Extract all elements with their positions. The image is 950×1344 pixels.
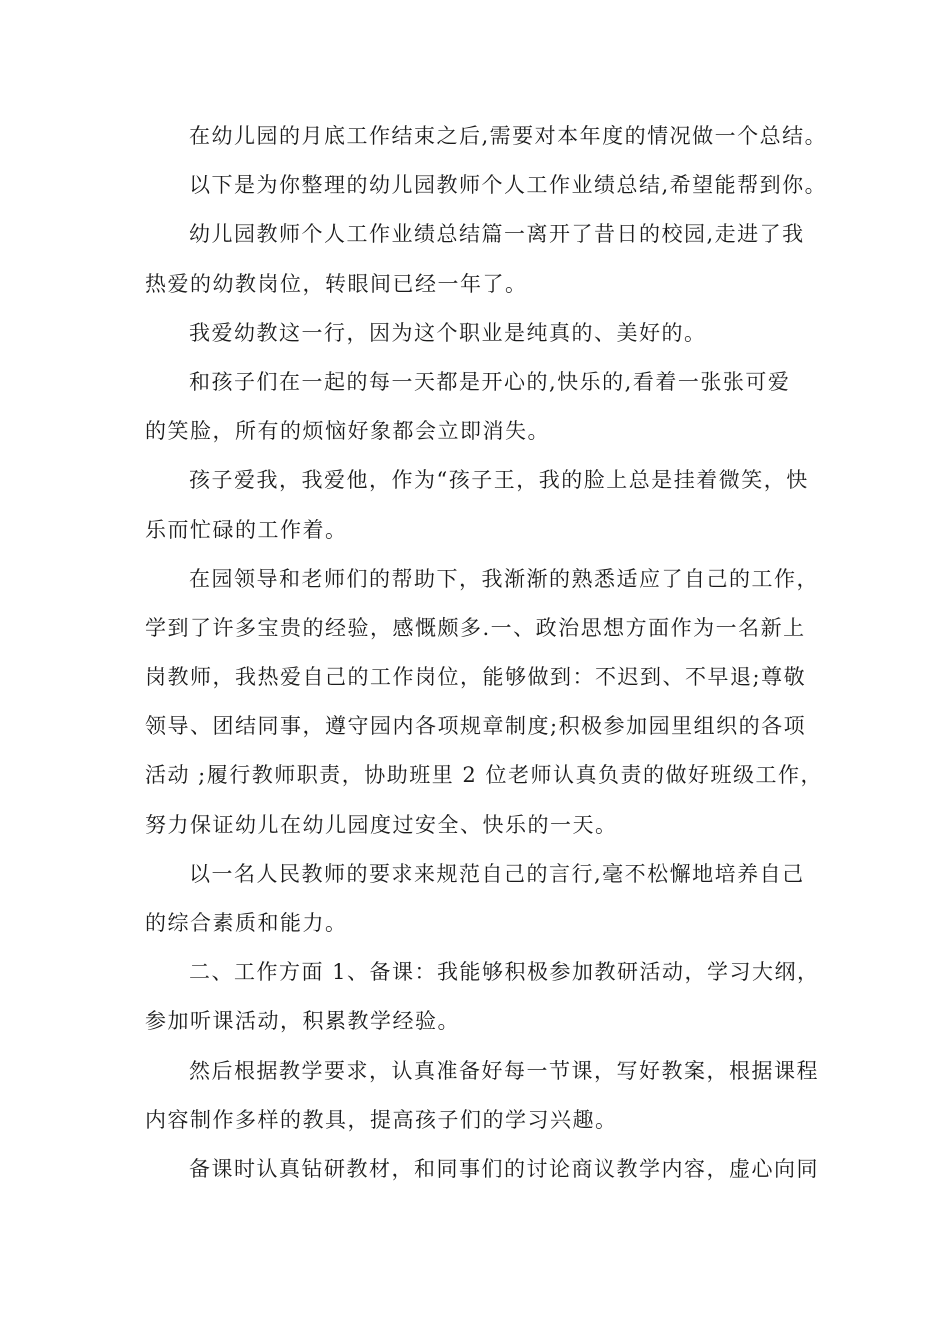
text-line: 幼儿园教师个人工作业绩总结篇一离开了昔日的校园,走进了我 [189,222,805,247]
text-line: 我爱幼教这一行，因为这个职业是纯真的、美好的。 [189,320,707,345]
text-line: 以下是为你整理的幼儿园教师个人工作业绩总结,希望能帮到你。 [189,173,828,198]
text-line: 的综合素质和能力。 [145,911,348,935]
text-line: 在幼儿园的月底工作结束之后,需要对本年度的情况做一个总结。 [189,124,828,148]
text-line: 乐而忙碌的工作着。 [145,517,348,542]
text-line: 热爱的幼教岗位，转眼间已经一年了。 [145,271,528,296]
text-line: 参加听课活动，积累教学经验。 [145,1009,460,1034]
text-line: 然后根据教学要求，认真准备好每一节课，写好教案，根据课程 [189,1058,819,1083]
text-line: 备课时认真钻研教材，和同事们的讨论商议教学内容，虚心向同 [189,1156,819,1181]
text-line: 活动 ;履行教师职责，协助班里 2 位老师认真负责的做好班级工作， [145,763,823,788]
text-line: 学到了许多宝贵的经验，感慨颇多.一、政治思想方面作为一名新上 [145,615,806,640]
text-line: 在园领导和老师们的帮助下，我渐渐的熟悉适应了自己的工作， [189,566,819,591]
text-line: 的笑脸，所有的烦恼好象都会立即消失。 [145,419,550,444]
text-line: 以一名人民教师的要求来规范自己的言行,毫不松懈地培养自己 [189,861,805,886]
text-line: 内容制作多样的教具，提高孩子们的学习兴趣。 [145,1107,618,1132]
text-line: 努力保证幼儿在幼儿园度过安全、快乐的一天。 [145,812,618,837]
text-line: 领导、团结同事，遵守园内各项规章制度;积极参加园里组织的各项 [145,714,807,739]
text-line: 岗教师，我热爱自己的工作岗位，能够做到：不迟到、不早退;尊敬 [145,665,807,690]
text-line: 和孩子们在一起的每一天都是开心的,快乐的,看着一张张可爱 [189,369,791,394]
document-body [145,112,828,1194]
text-line: 二、工作方面 1、备课：我能够积极参加教研活动，学习大纲， [189,960,820,985]
text-line: 孩子爱我，我爱他，作为“孩子王，我的脸上总是挂着微笑，快 [189,468,809,493]
